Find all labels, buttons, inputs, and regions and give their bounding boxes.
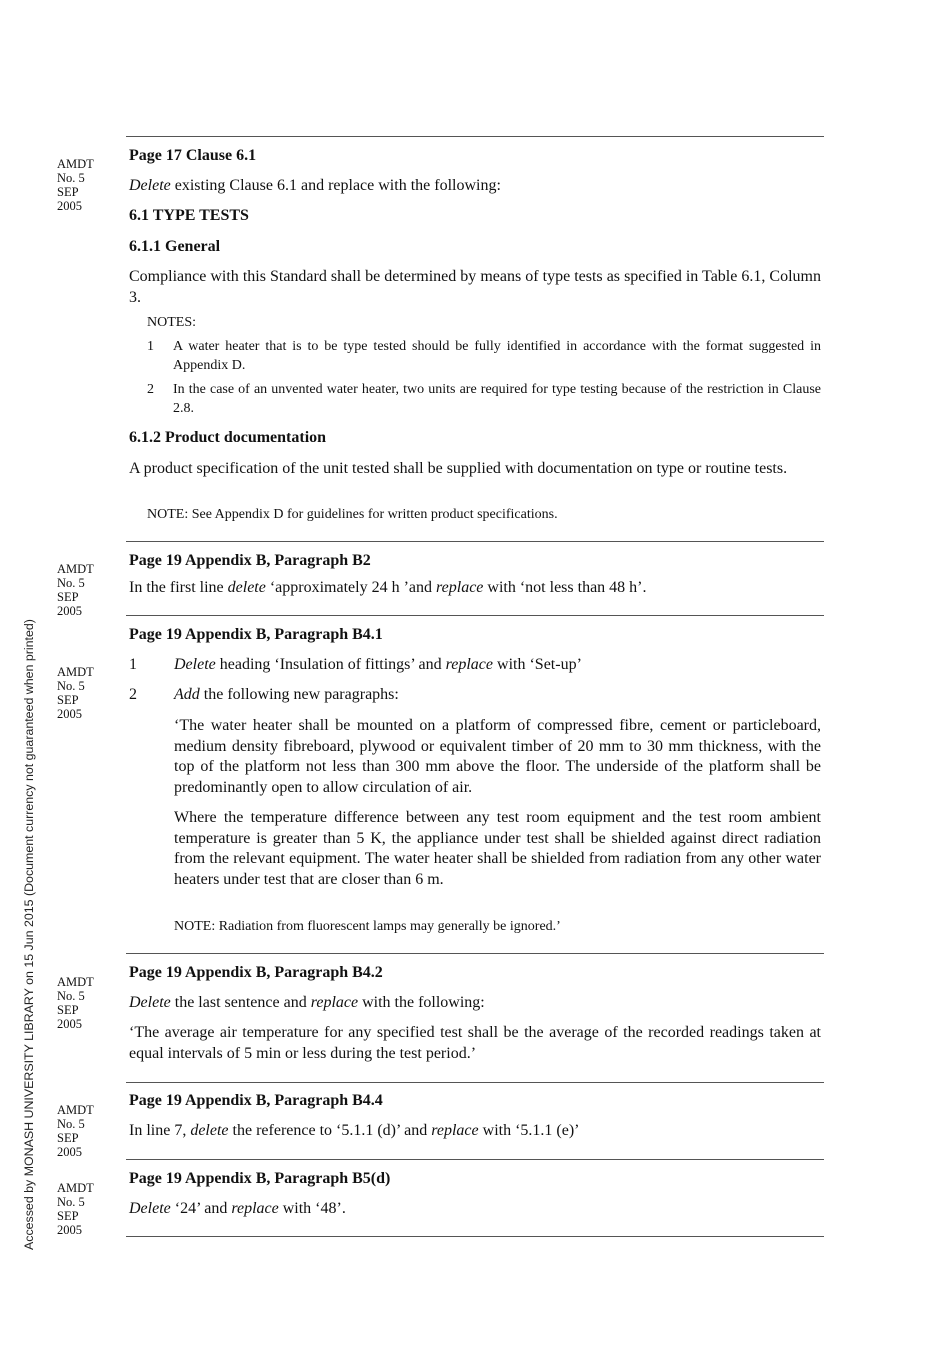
s3-heading: Page 19 Appendix B, Paragraph B4.1: [129, 626, 383, 643]
s3-quote-2: Where the temperature difference between any test room equipment and the test room ambient temperature is greater than 5 K, the appliance under test shall be shielded against direct radiation from the relevant equipment. The water heater shall be shielded from radiation from any other water heaters under test that are closer than 6 m.: [174, 809, 821, 888]
s1-doc-heading: 6.1.2 Product documentation: [129, 429, 327, 446]
s2-heading: Page 19 Appendix B, Paragraph B2: [129, 552, 371, 569]
s4-quote: ‘The average air temperature for any specified test shall be the average of the recorded readings taken at equal intervals of 5 min or less during the test period.’: [129, 1024, 821, 1062]
amendment-marker: AMDT No. 5 SEP 2005: [57, 1103, 94, 1159]
s1-heading: Page 17 Clause 6.1: [129, 147, 257, 164]
s1-notes: [147, 313, 821, 418]
s3-quote-1: ‘The water heater shall be mounted on a platform of compressed fibre, cement or particleboard, medium density fibreboard, plywood or equivalent timber of 20 mm to 30 mm thickness, with the top of the platform not less than 300 mm above the floor. The underside of the platform shall be predominantly open to allow circulation of air.: [174, 717, 821, 796]
notes-label: NOTES:: [147, 315, 196, 330]
s2-instruction: In the first line delete ‘approximately 24 h ’and replace with ‘not less than 48 h’.: [129, 579, 647, 596]
section-rule: [126, 541, 824, 542]
s1-doc-note: NOTE: See Appendix D for guidelines for written product specifications.: [147, 507, 558, 522]
amendment-marker: AMDT No. 5 SEP 2005: [57, 665, 94, 721]
access-watermark: Accessed by MONASH UNIVERSITY LIBRARY on 15 Jun 2015 (Document currency not guaranteed when printed): [22, 619, 36, 1250]
section-rule: [126, 1159, 824, 1160]
s3-note: NOTE: Radiation from fluorescent lamps may generally be ignored.’: [174, 919, 561, 934]
section-rule: [126, 953, 824, 954]
s4-instruction: Delete the last sentence and replace with the following:: [129, 994, 485, 1011]
amendment-marker: AMDT No. 5 SEP 2005: [57, 562, 94, 618]
s1-general-paragraph: Compliance with this Standard shall be determined by means of type tests as specified in Table 6.1, Column 3.: [129, 268, 821, 306]
s6-heading: Page 19 Appendix B, Paragraph B5(d): [129, 1170, 391, 1187]
section-rule: [126, 1082, 824, 1083]
section-rule: [126, 1236, 824, 1237]
section-rule: [126, 615, 824, 616]
note-item: 1 A water heater that is to be type tested should be fully identified in accordance with the format suggested in Appendix D.: [147, 339, 821, 373]
s1-general-heading: 6.1.1 General: [129, 238, 221, 255]
s6-instruction: Delete ‘24’ and replace with ‘48’.: [129, 1200, 346, 1217]
section-rule: [126, 136, 824, 137]
s1-doc-paragraph: A product specification of the unit tested shall be supplied with documentation on type or routine tests.: [129, 460, 788, 477]
note-item: 2 In the case of an unvented water heater, two units are required for type testing because of the restriction in Clause 2.8.: [147, 382, 821, 416]
amendment-marker: AMDT No. 5 SEP 2005: [57, 1181, 94, 1237]
s5-instruction: In line 7, delete the reference to ‘5.1.1 (d)’ and replace with ‘5.1.1 (e)’: [129, 1122, 580, 1139]
amendment-marker: AMDT No. 5 SEP 2005: [57, 157, 94, 213]
s3-item-2: 2 Add the following new paragraphs:: [129, 686, 399, 703]
s3-item-1: 1 Delete heading ‘Insulation of fittings’ and replace with ‘Set-up’: [129, 656, 582, 673]
amendment-marker: AMDT No. 5 SEP 2005: [57, 975, 94, 1031]
s1-type-tests-heading: 6.1 TYPE TESTS: [129, 207, 249, 224]
s5-heading: Page 19 Appendix B, Paragraph B4.4: [129, 1092, 383, 1109]
s4-heading: Page 19 Appendix B, Paragraph B4.2: [129, 964, 383, 981]
s1-instruction: Delete existing Clause 6.1 and replace with the following:: [129, 177, 501, 194]
